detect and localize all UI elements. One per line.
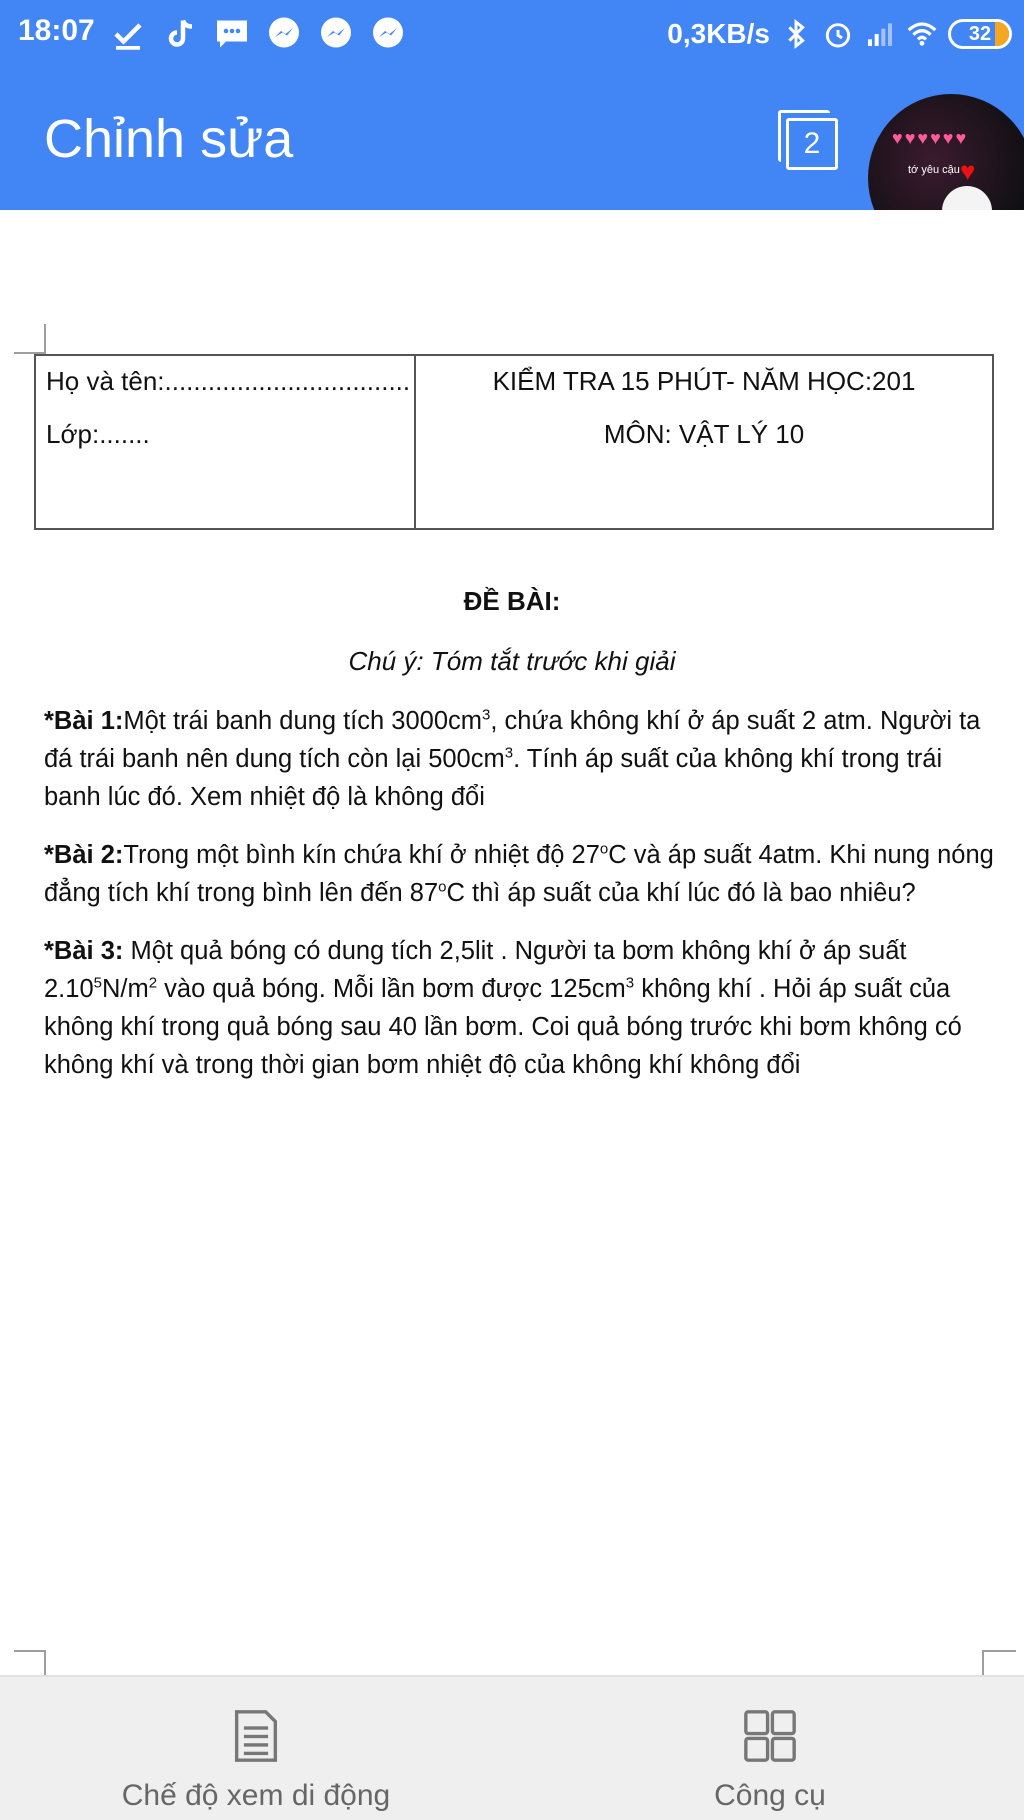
section-title: ĐỀ BÀI:	[463, 586, 561, 616]
page-count-button[interactable]	[778, 110, 838, 170]
exam-info-cell	[416, 356, 992, 528]
bluetooth-icon	[780, 18, 812, 50]
problem-1: *Bài 1:Một trái banh dung tích $3000cm^3$, chứa không khí ở áp suất 2 atm. Người ta đá trái banh nên dung tích còn lại $500cm^3$. Tính áp suất của không khí trong trái banh lúc đó. Xem nhiệt độ là không đổi	[44, 706, 981, 811]
battery-indicator	[948, 19, 1012, 49]
problem-3: *Bài 3: Một quả bóng có dung tích 2,5lit . Người ta bơm không khí ở áp suất $2.10^5N/m^2$ vào quả bóng. Mỗi lần bơm được $125cm^3$ không khí . Hỏi áp suất của không khí trong quả bóng sau 40 lần bơm. Coi quả bóng trước khi bơm không có không khí và trong thời gian bơm nhiệt độ của không khí không đổi	[44, 937, 962, 1079]
mobile-view-label: Chế độ xem di động	[121, 1779, 391, 1812]
problem-2: *Bài 2:Trong một bình kín chứa khí ở nhiệt độ 27$^o$C và áp suất 4atm. Khi nung nóng đẳng tích khí trong bình lên đến 87$^o$C thì áp suất của khí lúc đó là bao nhiêu?	[44, 840, 994, 907]
sms-icon	[214, 16, 250, 52]
tools-button[interactable]	[690, 1677, 850, 1820]
status-bar	[0, 0, 1024, 70]
alarm-icon	[822, 18, 854, 50]
page-count: 2	[786, 118, 838, 170]
document-lines-icon	[227, 1707, 285, 1765]
student-info-cell	[36, 356, 416, 528]
exam-title-line: KIỂM TRA 15 PHÚT- NĂM HỌC:201	[492, 366, 916, 396]
wifi-icon	[906, 18, 938, 50]
subject-line: MÔN: VẬT LÝ 10	[603, 419, 805, 449]
signal-icon	[864, 18, 896, 50]
crop-mark	[982, 1650, 1016, 1676]
student-name-line: Họ và tên:..................................	[46, 366, 411, 396]
grid-icon	[741, 1707, 799, 1765]
check-download-icon	[110, 16, 146, 52]
heart-icon: ♥	[960, 156, 976, 186]
page-title: Chỉnh sửa	[44, 109, 294, 169]
bottom-toolbar	[0, 1675, 1024, 1820]
mobile-view-button[interactable]	[116, 1677, 396, 1820]
notification-icons	[110, 14, 406, 54]
student-class-line: Lớp:.......	[46, 419, 150, 449]
messenger-icon	[370, 16, 406, 52]
net-speed: 0,3KB/s	[667, 18, 770, 49]
bubble-caption: tớ yêu cậu	[908, 164, 960, 176]
document-page[interactable]	[0, 210, 1024, 1675]
exam-header-table	[34, 354, 994, 530]
messenger-icon	[318, 16, 354, 52]
problem-list	[44, 702, 994, 1104]
section-note: Chú ý: Tóm tắt trước khi giải	[348, 646, 676, 676]
tiktok-icon	[162, 16, 198, 52]
tools-label: Công cụ	[714, 1779, 826, 1812]
status-time: 18:07	[18, 14, 95, 47]
hearts-icon: ♥♥♥♥♥♥	[892, 128, 969, 148]
system-icons	[667, 14, 1012, 54]
crop-mark	[14, 1650, 46, 1676]
battery-level: 32	[968, 22, 992, 45]
crop-mark	[14, 324, 46, 354]
messenger-icon	[266, 16, 302, 52]
